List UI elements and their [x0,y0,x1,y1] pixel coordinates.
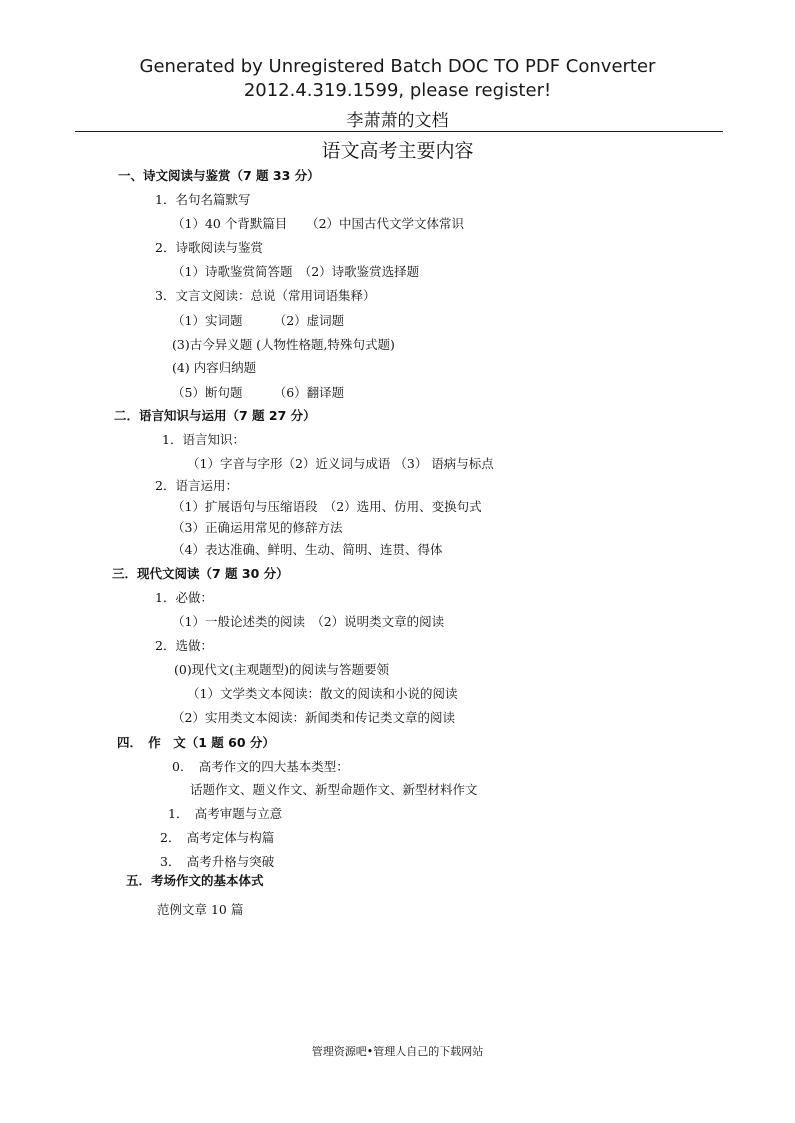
outline-item: 0． 高考作文的四大基本类型： [172,759,349,774]
outline-item: (4) 内容归纳题 [172,360,257,375]
outline-item: 3．文言文阅读：总说（常用词语集释） [155,288,376,303]
section-3-heading: 三．现代文阅读（7 题 30 分） [112,566,289,581]
outline-item: 话题作文、题义作文、新型命题作文、新型材料作文 [190,782,478,797]
outline-item: 2．诗歌阅读与鉴赏 [155,240,263,255]
outline-item: 1．名句名篇默写 [155,192,251,207]
outline-item: （5）断句题 （6）翻译题 [172,385,345,400]
outline-item: 1．必做： [155,590,213,605]
header-rule [75,131,723,132]
page-footer: 管理资源吧•管理人自己的下载网站 [311,1045,484,1058]
outline-item: （4）表达准确、鲜明、生动、简明、连贯、得体 [172,542,443,557]
outline-item: 2． 高考定体与构篇 [160,830,275,845]
outline-item: (3)古今异义题 (人物性格题,特殊句式题) [172,337,395,352]
outline-item: （2）实用类文本阅读：新闻类和传记类文章的阅读 [172,710,455,725]
header-title: 李萧萧的文档 [346,111,449,131]
outline-item: （1）文学类文本阅读：散文的阅读和小说的阅读 [187,686,458,701]
outline-item: (0)现代文(主观题型)的阅读与答题要领 [174,662,389,677]
outline-item: 1． 高考审题与立意 [168,806,283,821]
section-1-heading: 一、诗文阅读与鉴赏（7 题 33 分） [118,168,320,183]
outline-item: （1）诗歌鉴赏简答题 （2）诗歌鉴赏选择题 [172,264,420,279]
watermark-line-2: 2012.4.319.1599, please register! [243,80,552,101]
outline-item: 3． 高考升格与突破 [160,854,275,869]
outline-item: （1）一般论述类的阅读 （2）说明类文章的阅读 [172,614,445,629]
outline-item: 2．选做： [155,638,213,653]
document-title: 语文高考主要内容 [321,140,474,162]
outline-item: （1）字音与字形（2）近义词与成语 （3） 语病与标点 [187,456,494,471]
outline-item: （1）40 个背默篇目 （2）中国古代文学文体常识 [172,216,465,231]
section-4-heading: 四． 作 文（1 题 60 分） [117,735,275,750]
watermark-line-1: Generated by Unregistered Batch DOC TO PDF Converter [139,56,656,77]
outline-item: （1）实词题 （2）虚词题 [172,313,345,328]
outline-item: （1）扩展语句与压缩语段 （2）选用、仿用、变换句式 [172,499,482,514]
outline-item: 2．语言运用： [155,478,238,493]
section-5-heading: 五．考场作文的基本体式 [126,873,264,888]
outline-item: （3）正确运用常见的修辞方法 [172,520,343,535]
section-2-heading: 二．语言知识与运用（7 题 27 分） [114,408,316,423]
outline-item: 范例文章 10 篇 [157,902,244,917]
outline-item: 1．语言知识： [162,432,245,447]
